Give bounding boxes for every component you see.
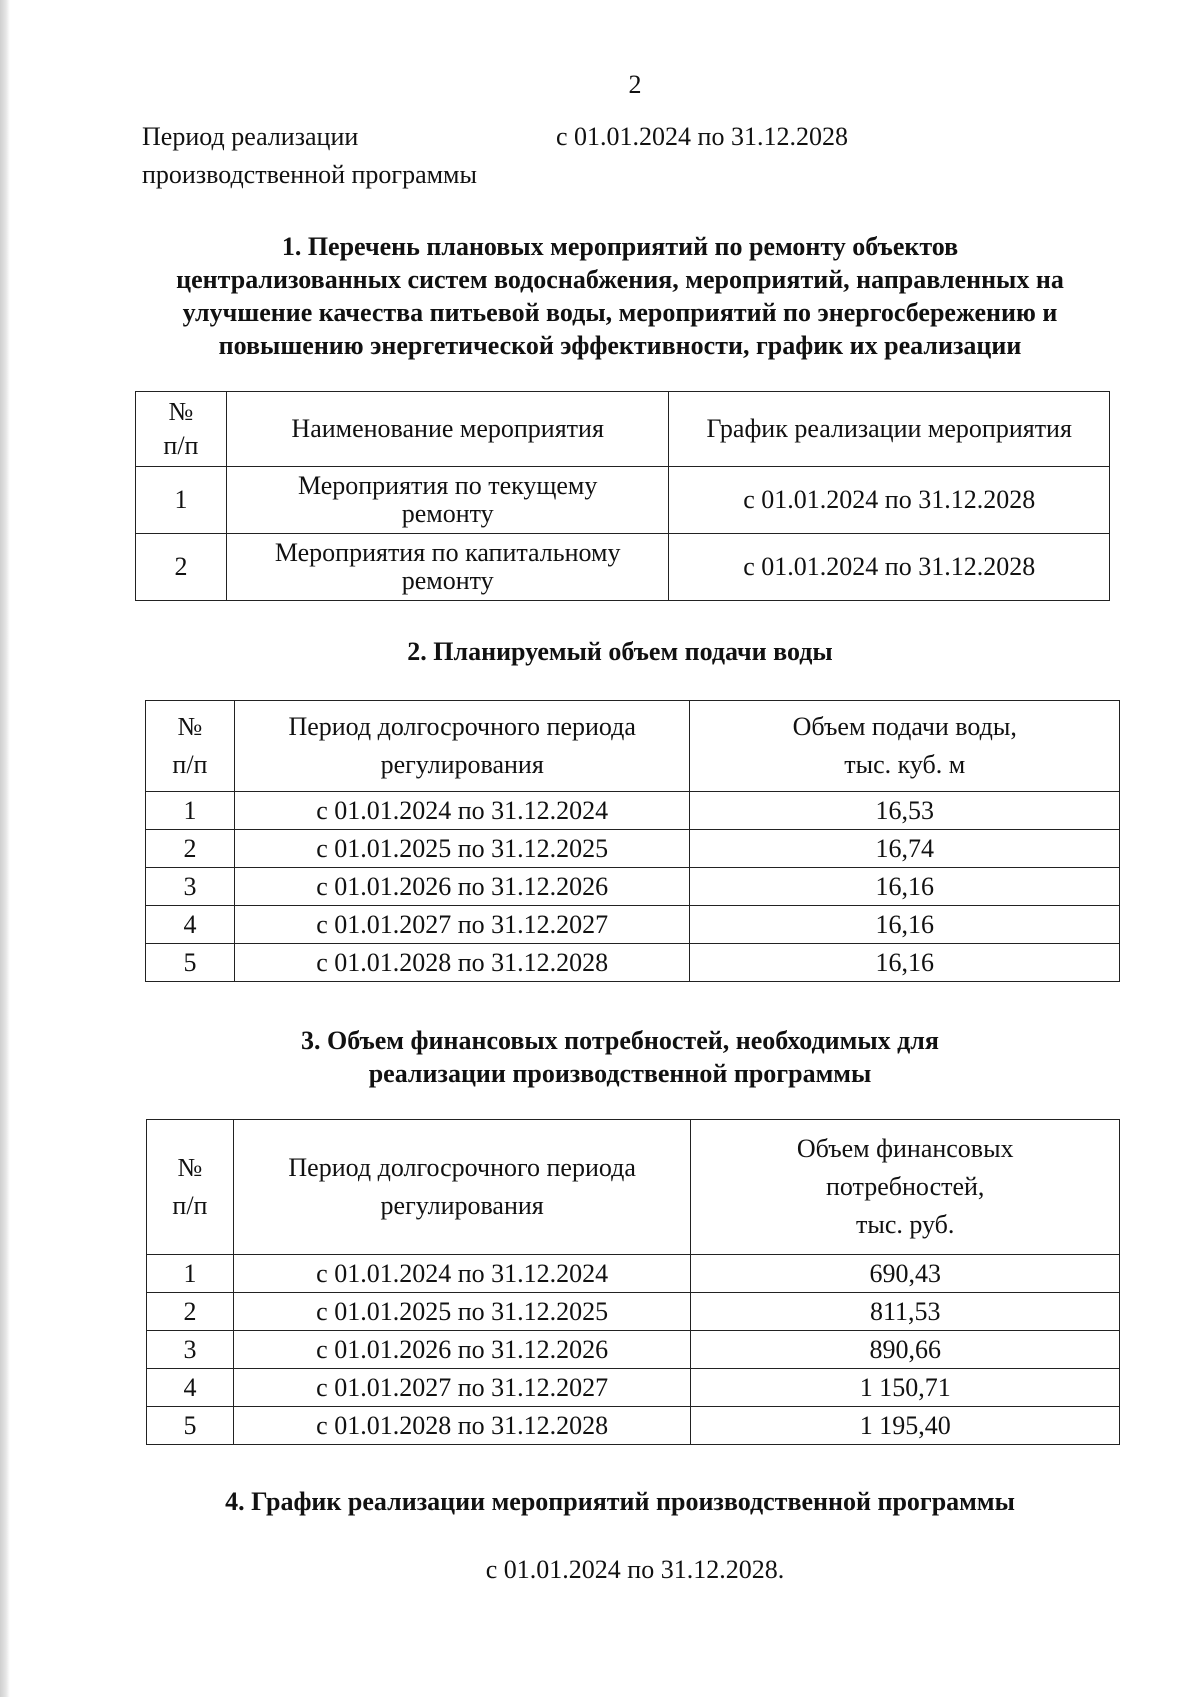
row-name-line1: Мероприятия по текущему	[297, 471, 598, 500]
row-value: 16,16	[690, 906, 1120, 944]
row-period: с 01.01.2027 по 31.12.2027	[234, 906, 690, 944]
table-row	[146, 830, 1120, 868]
section4-title: 4. График реализации мероприятий производственной программы	[225, 1487, 1015, 1516]
header-num-line2: п/п	[172, 750, 208, 779]
table-header-row	[136, 392, 1110, 467]
row-num: 5	[147, 1407, 234, 1445]
header-period	[234, 701, 690, 792]
program-period-value: с 01.01.2024 по 31.12.2028	[556, 122, 848, 151]
table-header-row	[146, 701, 1120, 792]
row-num: 3	[146, 868, 235, 906]
row-num: 1	[147, 1255, 234, 1293]
table-row	[146, 906, 1120, 944]
row-period: с 01.01.2028 по 31.12.2028	[233, 1407, 691, 1445]
section2-title: 2. Планируемый объем подачи воды	[407, 637, 833, 666]
section1-title-line: улучшение качества питьевой воды, мероприятий по энергосбережению и	[182, 298, 1058, 327]
section1-title-line: централизованных систем водоснабжения, мероприятий, направленных на	[176, 265, 1064, 294]
row-value: 690,43	[691, 1255, 1120, 1293]
row-period: с 01.01.2024 по 31.12.2024	[233, 1255, 691, 1293]
header-volume	[690, 701, 1120, 792]
section1-title-line: 1. Перечень плановых мероприятий по ремонту объектов	[281, 232, 959, 261]
program-period-label-line1: Период реализации	[142, 122, 359, 151]
row-name	[226, 467, 669, 534]
table-row	[136, 467, 1110, 534]
row-value: 890,66	[691, 1331, 1120, 1369]
section3-title-line2: реализации производственной программы	[368, 1059, 872, 1088]
header-name: Наименование мероприятия	[226, 392, 669, 467]
row-value: 1 150,71	[691, 1369, 1120, 1407]
table-row	[147, 1255, 1120, 1293]
row-period: с 01.01.2025 по 31.12.2025	[234, 830, 690, 868]
header-period	[233, 1120, 691, 1255]
row-period: с 01.01.2024 по 31.12.2024	[234, 792, 690, 830]
table-row	[147, 1407, 1120, 1445]
header-finance	[691, 1120, 1120, 1255]
header-volume-line2: тыс. куб. м	[844, 750, 966, 779]
section2-table	[145, 700, 1120, 982]
header-period-line2: регулирования	[380, 1191, 544, 1220]
row-num: 1	[136, 467, 227, 534]
header-num	[146, 701, 235, 792]
scan-edge	[0, 0, 10, 1697]
header-num	[147, 1120, 234, 1255]
header-volume-line1: Объем подачи воды,	[792, 712, 1017, 741]
row-period: с 01.01.2026 по 31.12.2026	[234, 868, 690, 906]
table-header-row	[147, 1120, 1120, 1255]
row-name	[226, 534, 669, 601]
header-schedule: График реализации мероприятия	[669, 392, 1110, 467]
header-finance-line3: тыс. руб.	[856, 1210, 955, 1239]
program-period-label-line2: производственной программы	[142, 160, 477, 189]
row-value: 16,16	[690, 868, 1120, 906]
section3-title	[120, 1024, 1120, 1090]
row-name-line1: Мероприятия по капитальному	[274, 538, 621, 567]
row-num: 2	[136, 534, 227, 601]
section1-table	[135, 391, 1110, 601]
section3-title-line1: 3. Объем финансовых потребностей, необходимых для	[301, 1026, 939, 1055]
row-num: 4	[146, 906, 235, 944]
header-finance-line2: потребностей,	[825, 1172, 985, 1201]
page-number: 2	[628, 70, 642, 99]
row-period: с 01.01.2026 по 31.12.2026	[233, 1331, 691, 1369]
row-name-line2: ремонту	[401, 499, 494, 528]
row-num: 2	[146, 830, 235, 868]
row-schedule: с 01.01.2024 по 31.12.2028	[669, 534, 1110, 601]
table-row	[146, 792, 1120, 830]
row-num: 1	[146, 792, 235, 830]
row-schedule: с 01.01.2024 по 31.12.2028	[669, 467, 1110, 534]
header-finance-line1: Объем финансовых	[796, 1134, 1014, 1163]
header-num-line1: №	[177, 712, 203, 741]
header-num-line2: п/п	[172, 1191, 208, 1220]
row-period: с 01.01.2025 по 31.12.2025	[233, 1293, 691, 1331]
section4-period: с 01.01.2024 по 31.12.2028.	[485, 1555, 785, 1584]
header-num-line1: №	[168, 397, 194, 426]
table-row	[147, 1369, 1120, 1407]
header-period-line2: регулирования	[380, 750, 544, 779]
table-row	[147, 1293, 1120, 1331]
table-row	[136, 534, 1110, 601]
header-num	[136, 392, 227, 467]
section1-title-line: повышению энергетической эффективности, график их реализации	[218, 331, 1022, 360]
header-num-line2: п/п	[163, 431, 199, 460]
row-value: 16,16	[690, 944, 1120, 982]
header-period-line1: Период долгосрочного периода	[288, 712, 636, 741]
row-num: 5	[146, 944, 235, 982]
row-period: с 01.01.2028 по 31.12.2028	[234, 944, 690, 982]
section3-table	[146, 1119, 1120, 1445]
table-row	[147, 1331, 1120, 1369]
header-period-line1: Период долгосрочного периода	[288, 1153, 636, 1182]
section1-title	[120, 230, 1120, 362]
row-name-line2: ремонту	[401, 566, 494, 595]
program-period-label	[142, 118, 562, 194]
row-period: с 01.01.2027 по 31.12.2027	[233, 1369, 691, 1407]
row-num: 4	[147, 1369, 234, 1407]
table-row	[146, 944, 1120, 982]
row-value: 1 195,40	[691, 1407, 1120, 1445]
row-value: 16,74	[690, 830, 1120, 868]
header-num-line1: №	[177, 1153, 203, 1182]
table-row	[146, 868, 1120, 906]
row-value: 811,53	[691, 1293, 1120, 1331]
row-num: 3	[147, 1331, 234, 1369]
row-value: 16,53	[690, 792, 1120, 830]
row-num: 2	[147, 1293, 234, 1331]
